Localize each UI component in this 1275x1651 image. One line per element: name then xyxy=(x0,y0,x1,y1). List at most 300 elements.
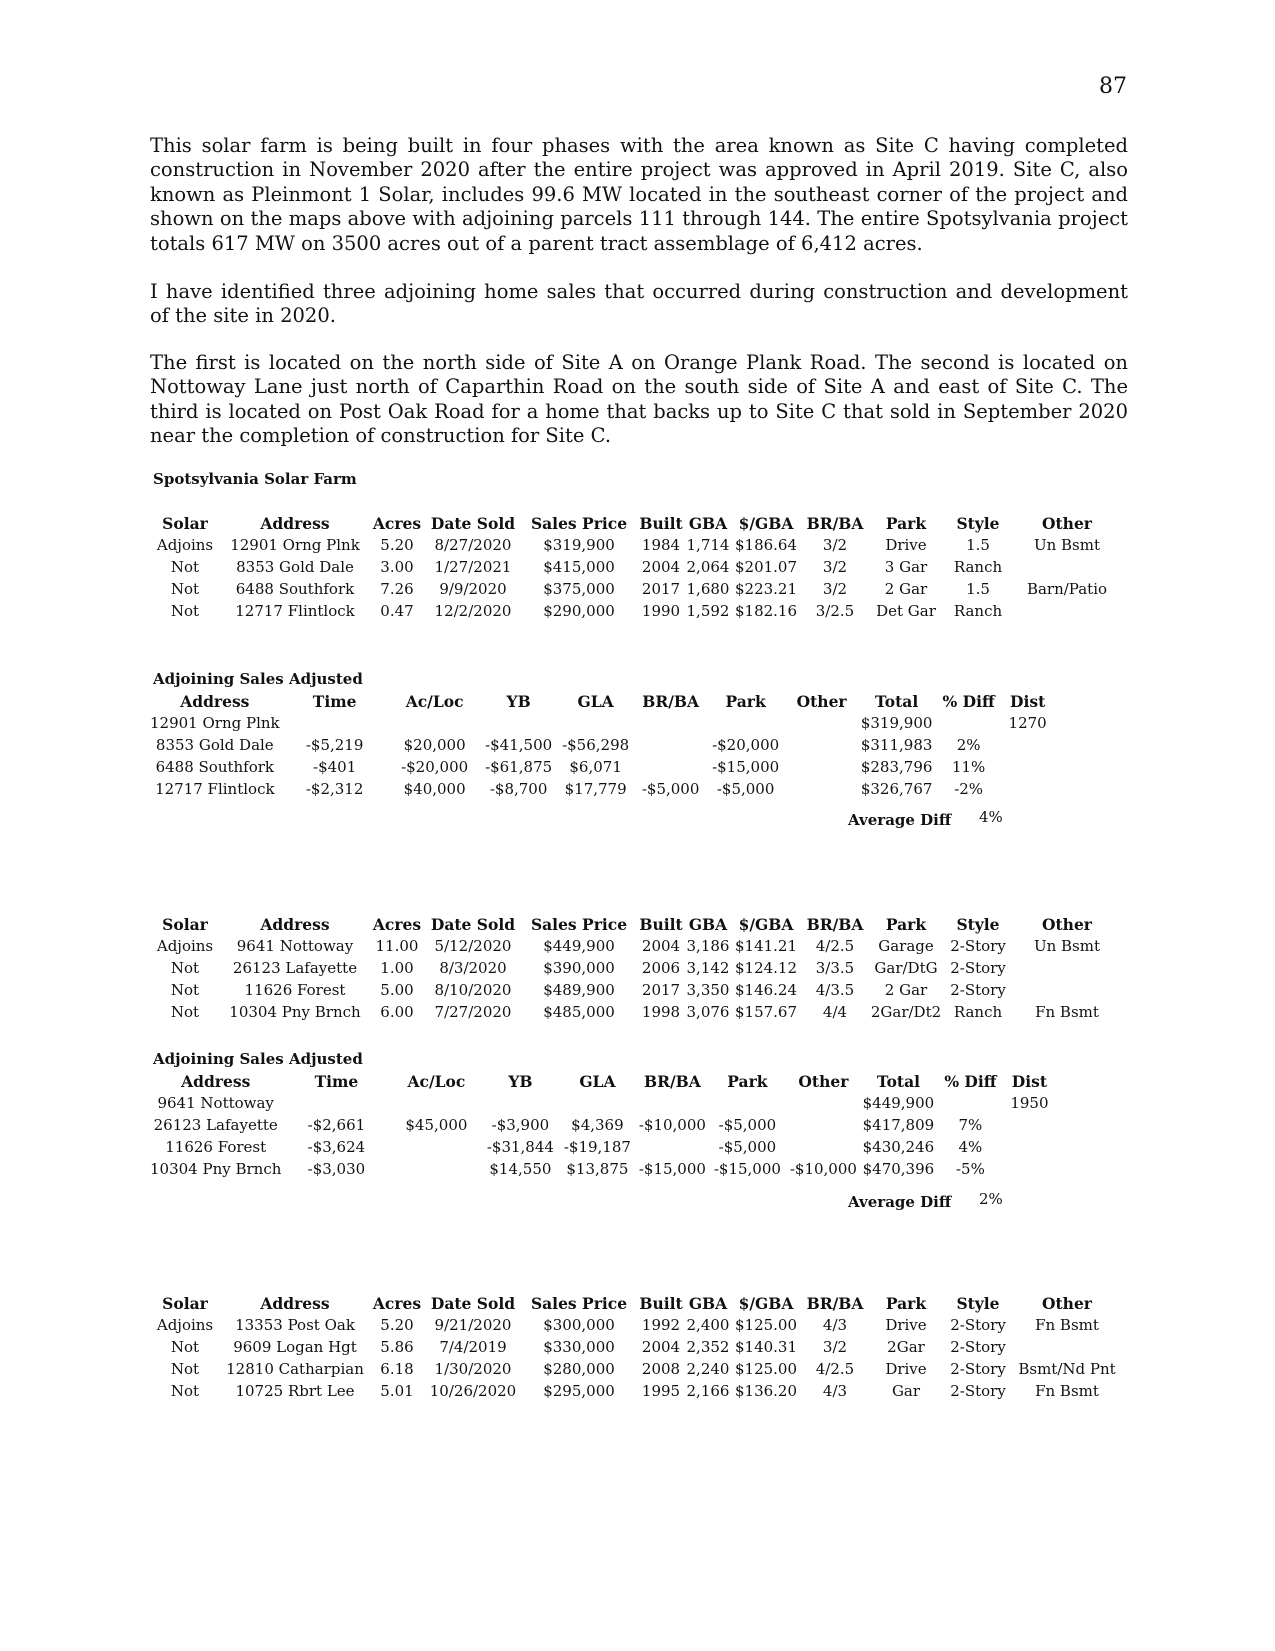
table-cell xyxy=(1004,778,1052,800)
column-header: GBA xyxy=(688,513,728,533)
table-cell: $182.16 xyxy=(734,602,798,620)
table-cell: Fn Bsmt xyxy=(1035,1382,1099,1400)
table-cell: Not xyxy=(170,580,200,598)
table-cell: 7/4/2019 xyxy=(439,1338,507,1356)
table-cell: 2,064 xyxy=(686,558,730,576)
table-cell: 2-Story xyxy=(950,981,1006,999)
sales-table-2 xyxy=(150,913,1122,1023)
column-header: % Diff xyxy=(944,1071,997,1091)
table-row xyxy=(150,1358,1122,1380)
column-header: Address xyxy=(260,1293,330,1313)
average-diff-label: Average Diff xyxy=(848,1193,952,1211)
table-cell xyxy=(634,756,708,778)
table-cell xyxy=(635,1136,709,1158)
column-header: YB xyxy=(506,691,531,711)
table-cell: 4/3 xyxy=(822,1382,848,1400)
table-cell: 2,400 xyxy=(686,1316,730,1334)
table-cell: $186.64 xyxy=(734,536,798,554)
column-header: Other xyxy=(796,691,847,711)
table-cell: Bsmt/Nd Pnt xyxy=(1018,1360,1116,1378)
table-cell xyxy=(1005,1114,1053,1136)
column-header: Total xyxy=(876,1071,920,1091)
table-cell: -$15,000 xyxy=(638,1160,706,1178)
table-cell: 8/3/2020 xyxy=(439,959,507,977)
column-header: Address xyxy=(180,691,250,711)
table-cell: -$5,000 xyxy=(641,780,700,798)
table-cell: 4/2.5 xyxy=(815,1360,855,1378)
table-cell: 12717 Flintlock xyxy=(235,602,355,620)
table-cell: Adjoins xyxy=(156,536,214,554)
table-row xyxy=(150,1001,1122,1023)
table-row xyxy=(150,1092,1053,1114)
table-cell: 8353 Gold Dale xyxy=(155,736,274,754)
table-row xyxy=(150,1336,1122,1358)
table-cell: $6,071 xyxy=(569,758,622,776)
table-cell: $295,000 xyxy=(543,1382,615,1400)
table-cell: -$20,000 xyxy=(712,736,780,754)
table-row xyxy=(150,935,1122,957)
table-cell: 3/2 xyxy=(822,580,848,598)
table-cell: 1990 xyxy=(641,602,681,620)
table-cell xyxy=(391,1092,481,1114)
table-cell: -$56,298 xyxy=(562,736,630,754)
table-cell xyxy=(784,712,860,734)
table-cell: Gar xyxy=(891,1382,921,1400)
table-cell: $13,875 xyxy=(566,1160,629,1178)
table-cell: $485,000 xyxy=(543,1003,615,1021)
table-row xyxy=(150,1136,1053,1158)
table-cell: Un Bsmt xyxy=(1033,937,1101,955)
table-cell xyxy=(785,1114,861,1136)
table-cell: -$15,000 xyxy=(713,1160,781,1178)
table-cell: 2,352 xyxy=(686,1338,730,1356)
table-cell: 6488 Southfork xyxy=(235,580,355,598)
table-cell: -$10,000 xyxy=(789,1160,857,1178)
table-cell: -$19,187 xyxy=(563,1138,631,1156)
adjusted-table-1 xyxy=(150,690,1052,800)
table-cell: 9609 Logan Hgt xyxy=(233,1338,357,1356)
table-cell: 2-Story xyxy=(950,937,1006,955)
table-cell: 11% xyxy=(951,758,986,776)
table-cell: Adjoins xyxy=(156,937,214,955)
table-cell: 12901 Orng Plnk xyxy=(230,536,360,554)
column-header: BR/BA xyxy=(642,691,700,711)
table-cell: 5.20 xyxy=(380,1316,414,1334)
table-cell xyxy=(1012,957,1122,979)
table-row xyxy=(150,556,1122,578)
table-cell xyxy=(709,1092,785,1114)
column-header: GBA xyxy=(688,914,728,934)
table-cell xyxy=(480,712,558,734)
table-cell xyxy=(1012,556,1122,578)
table-cell: 12901 Orng Plnk xyxy=(150,714,280,732)
column-header: $/GBA xyxy=(738,1293,794,1313)
table-cell: 3,076 xyxy=(686,1003,730,1021)
table-cell: 4% xyxy=(958,1138,983,1156)
table-cell: $330,000 xyxy=(543,1338,615,1356)
table-cell: $17,779 xyxy=(564,780,627,798)
table-cell: 13353 Post Oak xyxy=(235,1316,355,1334)
paragraph-site-description: This solar farm is being built in four phases with the area known as Site C having completed construction in November 2020 after the entire project was approved in April 2019. Site C, also known as Pleinmont 1 Solar, includes 99.6 MW located in the southeast corner of the project and shown on the maps above with adjoining parcels 111 through 144. The entire Spotsylvania project totals 617 MW on 3500 acres out of a parent tract assemblage of 6,412 acres. xyxy=(150,134,1128,255)
table-cell: 2 Gar xyxy=(884,981,928,999)
table-cell: 3,186 xyxy=(686,937,730,955)
column-header: Other xyxy=(1042,914,1092,934)
table-header-row xyxy=(150,512,1122,534)
column-header: Time xyxy=(314,1071,359,1091)
table-cell: 3,350 xyxy=(686,981,730,999)
table-row xyxy=(150,1380,1122,1402)
table-cell: 2008 xyxy=(641,1360,681,1378)
table-cell: -5% xyxy=(955,1160,985,1178)
table-cell: 2,166 xyxy=(686,1382,730,1400)
column-header: Sales Price xyxy=(530,513,628,533)
table-cell: 2-Story xyxy=(950,1338,1006,1356)
table-cell: 0.47 xyxy=(380,602,414,620)
table-cell xyxy=(391,1158,481,1180)
table-cell xyxy=(1012,600,1122,622)
table-cell: -$15,000 xyxy=(712,758,780,776)
table-cell: -$401 xyxy=(313,758,357,776)
table-cell: -$5,000 xyxy=(718,1116,777,1134)
column-header: Sales Price xyxy=(530,1293,628,1313)
table-cell: 1992 xyxy=(641,1316,681,1334)
table-cell: $470,396 xyxy=(862,1160,935,1178)
table-cell: Not xyxy=(170,1003,200,1021)
table-row xyxy=(150,534,1122,556)
table-cell: 1.5 xyxy=(966,536,990,554)
table-cell: 1,680 xyxy=(686,580,730,598)
table-cell: 2 Gar xyxy=(884,580,928,598)
table-cell: $326,767 xyxy=(860,780,933,798)
table-cell: 1984 xyxy=(641,536,681,554)
section-title: Spotsylvania Solar Farm xyxy=(153,470,357,488)
table-cell: $4,369 xyxy=(571,1116,624,1134)
table-cell: 3/2 xyxy=(822,1338,848,1356)
table-cell: 1950 xyxy=(1010,1094,1049,1112)
table-cell: 5.20 xyxy=(380,536,414,554)
table-cell: Drive xyxy=(885,536,927,554)
table-cell: 2004 xyxy=(641,558,681,576)
table-cell: Not xyxy=(170,558,200,576)
table-cell: -$5,000 xyxy=(718,1138,777,1156)
table-cell: 9641 Nottoway xyxy=(236,937,354,955)
table-cell: Drive xyxy=(885,1360,927,1378)
column-header: % Diff xyxy=(942,691,995,711)
column-header: Park xyxy=(725,691,766,711)
column-header: Built xyxy=(639,513,683,533)
column-header: Acres xyxy=(372,1293,422,1313)
table-cell: 3 Gar xyxy=(884,558,928,576)
table-header-row xyxy=(150,1292,1122,1314)
table-cell: 12810 Catharpian xyxy=(226,1360,364,1378)
table-cell: 7/27/2020 xyxy=(434,1003,512,1021)
column-header: Built xyxy=(639,1293,683,1313)
column-header: Address xyxy=(260,513,330,533)
average-diff-value: 4% xyxy=(979,808,1003,826)
table-cell xyxy=(1012,1336,1122,1358)
table-cell xyxy=(1004,756,1052,778)
table-cell: -$2,661 xyxy=(307,1116,366,1134)
table-cell xyxy=(391,1136,481,1158)
table-cell: 6.18 xyxy=(380,1360,414,1378)
column-header: Style xyxy=(956,513,1000,533)
column-header: YB xyxy=(508,1071,533,1091)
table-row xyxy=(150,578,1122,600)
column-header: Total xyxy=(875,691,919,711)
paragraph-sale-locations: The first is located on the north side of Site A on Orange Plank Road. The second is located on Nottoway Lane just north of Caparthin Road on the south side of Site A and east of Site C. The third is located on Post Oak Road for a home that backs up to Site C that sold in September 2020 near the completion of construction for Site C. xyxy=(150,351,1128,448)
table-cell: Barn/Patio xyxy=(1026,580,1108,598)
column-header: Date Sold xyxy=(430,513,516,533)
column-header: Sales Price xyxy=(530,914,628,934)
table-cell: Not xyxy=(170,1360,200,1378)
table-cell: 26123 Lafayette xyxy=(232,959,358,977)
table-cell: Adjoins xyxy=(156,1316,214,1334)
column-header: Address xyxy=(260,914,330,934)
table-cell: Drive xyxy=(885,1316,927,1334)
table-cell xyxy=(1005,1136,1053,1158)
sales-table-3 xyxy=(150,1292,1122,1402)
table-cell: 1/30/2020 xyxy=(434,1360,512,1378)
table-cell: 11626 Forest xyxy=(244,981,346,999)
table-cell xyxy=(708,712,784,734)
table-row xyxy=(150,957,1122,979)
table-cell: -$5,219 xyxy=(305,736,364,754)
table-cell: 2017 xyxy=(641,580,681,598)
column-header: Other xyxy=(1042,513,1092,533)
table-cell: 1.00 xyxy=(380,959,414,977)
table-cell: -$5,000 xyxy=(716,780,775,798)
column-header: Style xyxy=(956,914,1000,934)
average-diff-value: 2% xyxy=(979,1190,1003,1208)
column-header: Ac/Loc xyxy=(405,691,464,711)
table-cell: 3/2 xyxy=(822,558,848,576)
table-cell xyxy=(1012,979,1122,1001)
table-row xyxy=(150,734,1052,756)
column-header: Date Sold xyxy=(430,914,516,934)
table-cell xyxy=(1005,1158,1053,1180)
table-cell: 3/2.5 xyxy=(815,602,855,620)
table-cell: 3/2 xyxy=(822,536,848,554)
table-cell: 1,714 xyxy=(686,536,730,554)
table-cell: 1.5 xyxy=(966,580,990,598)
table-header-row xyxy=(150,913,1122,935)
table-cell: $319,900 xyxy=(860,714,933,732)
table-cell: Not xyxy=(170,981,200,999)
table-cell xyxy=(785,1092,861,1114)
table-cell: $430,246 xyxy=(862,1138,935,1156)
column-header: Solar xyxy=(162,513,208,533)
column-header: BR/BA xyxy=(806,513,864,533)
table-cell: 4/4 xyxy=(822,1003,848,1021)
column-header: Park xyxy=(885,513,927,533)
column-header: Style xyxy=(956,1293,1000,1313)
table-cell: -$61,875 xyxy=(485,758,553,776)
table-cell: $45,000 xyxy=(405,1116,468,1134)
table-cell: $40,000 xyxy=(403,780,466,798)
column-header: Built xyxy=(639,914,683,934)
column-header: Park xyxy=(885,1293,927,1313)
table-cell: 2-Story xyxy=(950,959,1006,977)
table-cell: Ranch xyxy=(953,558,1003,576)
table-cell: 2017 xyxy=(641,981,681,999)
table-cell: 1998 xyxy=(641,1003,681,1021)
table-cell: -$3,030 xyxy=(307,1160,366,1178)
table-cell xyxy=(280,712,390,734)
column-header: Solar xyxy=(162,1293,208,1313)
table-cell: 8/27/2020 xyxy=(434,536,512,554)
table-cell: 7.26 xyxy=(380,580,414,598)
table-row xyxy=(150,600,1122,622)
table-cell: 1995 xyxy=(641,1382,681,1400)
average-diff-label: Average Diff xyxy=(848,811,952,829)
column-header: Ac/Loc xyxy=(407,1071,466,1091)
table-cell: Not xyxy=(170,959,200,977)
column-header: BR/BA xyxy=(806,914,864,934)
table-cell: $125.00 xyxy=(734,1316,798,1334)
table-cell: 1/27/2021 xyxy=(434,558,512,576)
table-cell: -$20,000 xyxy=(401,758,469,776)
page-number: 87 xyxy=(1099,74,1127,99)
table-cell: Un Bsmt xyxy=(1033,536,1101,554)
table-cell: 1270 xyxy=(1008,714,1047,732)
table-row xyxy=(150,712,1052,734)
table-cell: 6488 Southfork xyxy=(155,758,275,776)
table-cell: $417,809 xyxy=(862,1116,935,1134)
table-cell xyxy=(785,1136,861,1158)
table-cell: 7% xyxy=(958,1116,983,1134)
table-cell: -$8,700 xyxy=(489,780,548,798)
table-cell xyxy=(1004,734,1052,756)
column-header: Other xyxy=(798,1071,849,1091)
table-cell: 2006 xyxy=(641,959,681,977)
table-cell: $283,796 xyxy=(860,758,933,776)
table-cell: 10304 Pny Brnch xyxy=(150,1160,282,1178)
table-cell: -2% xyxy=(954,780,984,798)
table-cell: $300,000 xyxy=(543,1316,615,1334)
table-cell: 26123 Lafayette xyxy=(153,1116,278,1134)
table-cell xyxy=(481,1092,559,1114)
adjusted-title-2: Adjoining Sales Adjusted xyxy=(153,1050,363,1068)
table-cell: 12/2/2020 xyxy=(434,602,512,620)
column-header: GLA xyxy=(577,691,614,711)
table-row xyxy=(150,1114,1053,1136)
table-cell: Garage xyxy=(878,937,934,955)
table-cell: 10725 Rbrt Lee xyxy=(235,1382,355,1400)
table-cell: 3,142 xyxy=(686,959,730,977)
adjusted-table-2 xyxy=(150,1070,1053,1180)
table-cell xyxy=(634,712,708,734)
table-row xyxy=(150,778,1052,800)
table-cell: 9/21/2020 xyxy=(434,1316,512,1334)
table-cell xyxy=(281,1092,391,1114)
table-cell: 5.86 xyxy=(380,1338,414,1356)
adjusted-title-1: Adjoining Sales Adjusted xyxy=(153,670,363,688)
table-cell: 10304 Pny Brnch xyxy=(229,1003,361,1021)
table-cell: $20,000 xyxy=(403,736,466,754)
table-cell: 2% xyxy=(956,736,981,754)
table-row xyxy=(150,1314,1122,1336)
table-cell xyxy=(784,734,860,756)
table-cell: 2004 xyxy=(641,1338,681,1356)
table-cell: 8/10/2020 xyxy=(434,981,512,999)
table-cell: -$10,000 xyxy=(638,1116,706,1134)
table-cell: 4/3 xyxy=(822,1316,848,1334)
table-cell: $449,900 xyxy=(862,1094,935,1112)
column-header: Solar xyxy=(162,914,208,934)
table-cell: 2-Story xyxy=(950,1316,1006,1334)
table-cell: $124.12 xyxy=(734,959,798,977)
table-cell: Ranch xyxy=(953,1003,1003,1021)
table-cell: Fn Bsmt xyxy=(1035,1316,1099,1334)
table-cell: $157.67 xyxy=(734,1003,798,1021)
table-cell: 8353 Gold Dale xyxy=(236,558,354,576)
table-cell: $311,983 xyxy=(860,736,933,754)
table-cell: -$41,500 xyxy=(485,736,553,754)
table-cell xyxy=(635,1092,709,1114)
table-cell xyxy=(934,712,1004,734)
table-header-row xyxy=(150,690,1052,712)
table-cell: $415,000 xyxy=(543,558,615,576)
column-header: Time xyxy=(312,691,357,711)
table-row xyxy=(150,756,1052,778)
table-cell xyxy=(935,1092,1005,1114)
table-cell: Gar/DtG xyxy=(874,959,938,977)
column-header: Dist xyxy=(1011,1071,1048,1091)
paragraph-sales-identified: I have identified three adjoining home sales that occurred during construction and development of the site in 2020. xyxy=(150,280,1128,328)
table-cell: 5.00 xyxy=(380,981,414,999)
table-cell: 2Gar xyxy=(887,1338,925,1356)
table-cell: 1,592 xyxy=(686,602,730,620)
table-cell: Not xyxy=(170,1338,200,1356)
table-cell: $136.20 xyxy=(734,1382,798,1400)
column-header: $/GBA xyxy=(738,914,794,934)
table-cell: 3.00 xyxy=(380,558,414,576)
column-header: Dist xyxy=(1010,691,1046,711)
table-cell xyxy=(558,712,634,734)
table-cell: Det Gar xyxy=(876,602,936,620)
column-header: GBA xyxy=(688,1293,728,1313)
sales-table-1 xyxy=(150,512,1122,622)
table-cell: 2004 xyxy=(641,937,681,955)
table-cell: 4/3.5 xyxy=(815,981,855,999)
column-header: Address xyxy=(181,1071,251,1091)
table-cell: $141.21 xyxy=(734,937,798,955)
table-cell xyxy=(634,734,708,756)
table-row xyxy=(150,979,1122,1001)
table-cell: -$3,624 xyxy=(307,1138,366,1156)
table-cell: Not xyxy=(170,1382,200,1400)
column-header: BR/BA xyxy=(806,1293,864,1313)
table-cell xyxy=(784,778,860,800)
table-cell: $146.24 xyxy=(734,981,798,999)
column-header: Park xyxy=(727,1071,768,1091)
table-cell: 11626 Forest xyxy=(165,1138,267,1156)
column-header: GLA xyxy=(579,1071,616,1091)
table-cell: 2-Story xyxy=(950,1360,1006,1378)
column-header: Date Sold xyxy=(430,1293,516,1313)
table-cell: 10/26/2020 xyxy=(429,1382,517,1400)
table-cell: 11.00 xyxy=(375,937,419,955)
table-cell xyxy=(784,756,860,778)
table-cell: $201.07 xyxy=(734,558,798,576)
table-cell: 12717 Flintlock xyxy=(155,780,275,798)
column-header: BR/BA xyxy=(644,1071,701,1091)
table-cell: Ranch xyxy=(953,602,1003,620)
table-cell: Fn Bsmt xyxy=(1035,1003,1099,1021)
column-header: Acres xyxy=(372,513,422,533)
table-cell: 4/2.5 xyxy=(815,937,855,955)
table-cell: 5.01 xyxy=(380,1382,414,1400)
